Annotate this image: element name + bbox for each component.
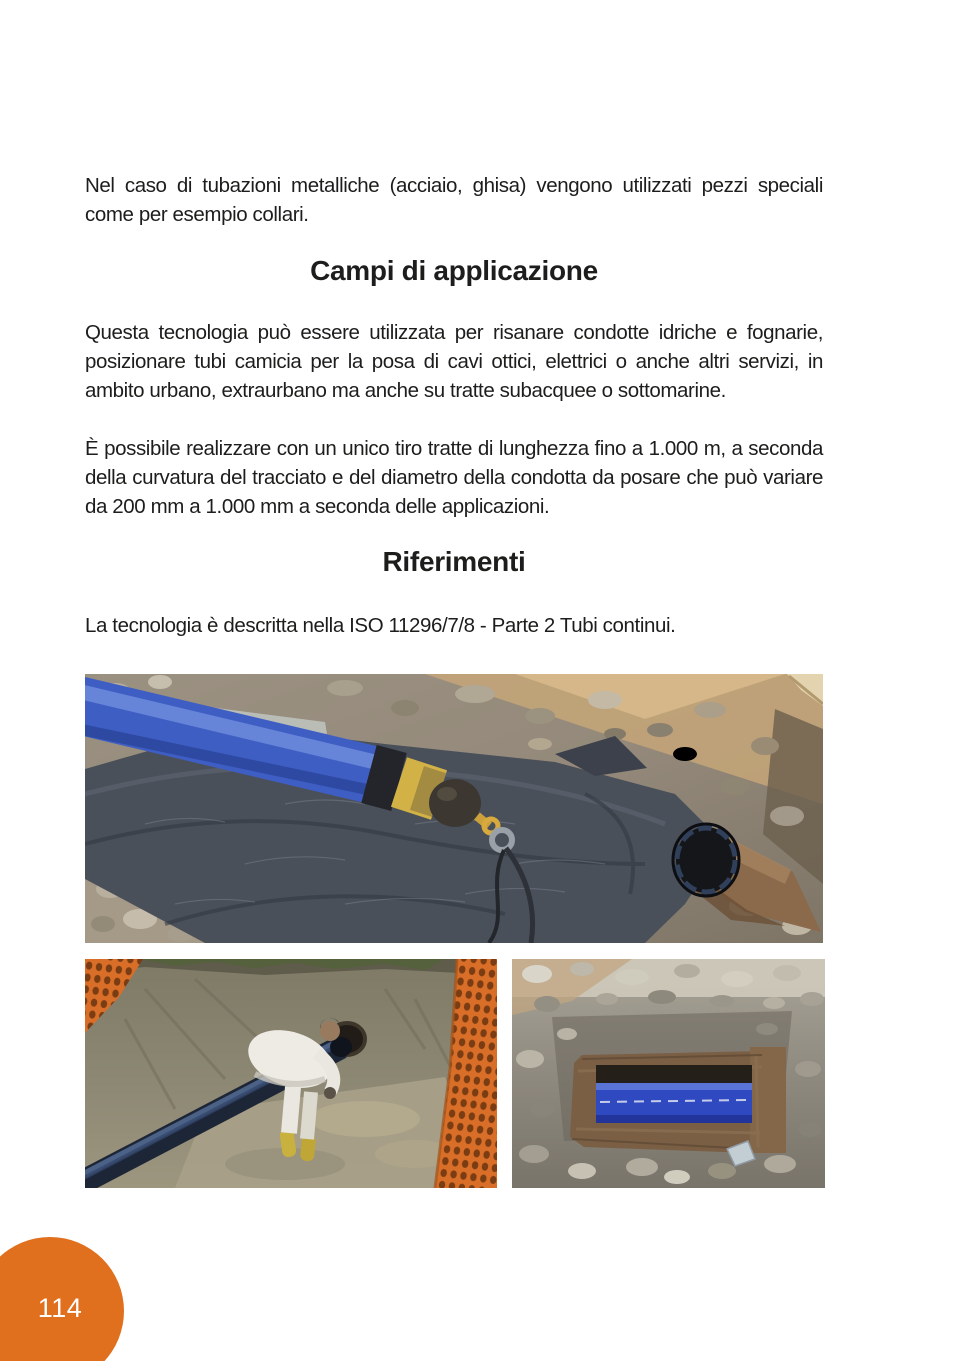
paragraph-metal-pipes: Nel caso di tubazioni metalliche (acciaio, ghisa) vengono utilizzati pezzi speciali come per esempio collari. xyxy=(85,174,823,226)
photo-trench-pipe-insertion xyxy=(85,959,497,1188)
page-number-badge xyxy=(0,1237,124,1361)
photo-pipe-pulling-head xyxy=(85,674,823,943)
section-heading-riferimenti: Riferimenti xyxy=(382,546,526,577)
window-with-blue-pipe xyxy=(596,1065,752,1123)
photo-pipe-in-channel xyxy=(512,959,825,1188)
page-number: 114 xyxy=(37,1292,83,1323)
paragraph-iso-reference: La tecnologia è descritta nella ISO 11296/7/8 - Parte 2 Tubi continui. xyxy=(85,614,676,637)
paragraph-pull-lengths: È possibile realizzare con un unico tiro tratte di lunghezza fino a 1.000 m, a seconda della curvatura del tracciato e del diametro della condotta da posare che può variare da 200 mm a 1.000 mm a seconda delle applicazioni. xyxy=(85,437,823,518)
section-heading-campi-di-applicazione: Campi di applicazione xyxy=(310,255,598,286)
paragraph-applications: Questa tecnologia può essere utilizzata per risanare condotte idriche e fognarie, posizionare tubi camicia per la posa di cavi ottici, elettrici o anche altri servizi, in ambito urbano, extraurbano ma anche su tratte subacquee o sottomarine. xyxy=(85,321,823,402)
